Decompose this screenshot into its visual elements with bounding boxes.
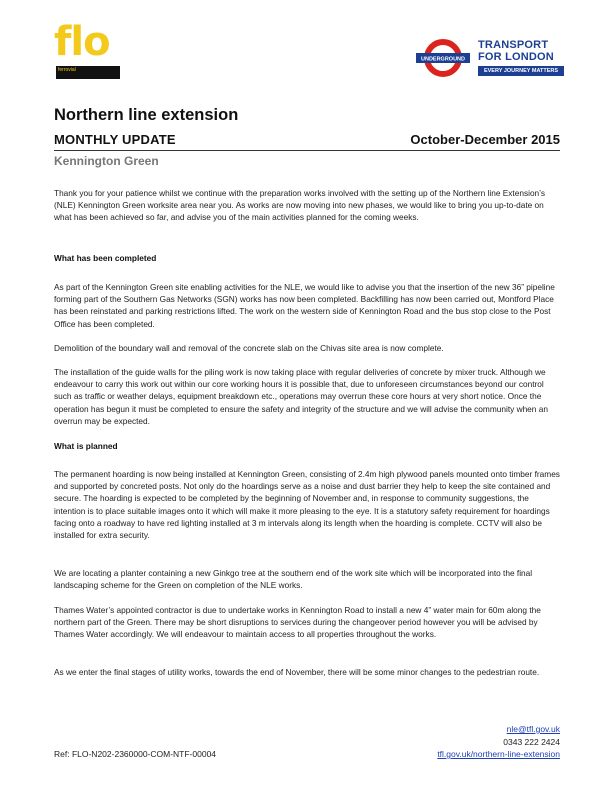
flo-logo-subtext: ferrovial bbox=[58, 67, 76, 73]
section-heading-completed: What has been completed bbox=[54, 253, 157, 263]
flo-logo-text: flo bbox=[54, 19, 110, 65]
contact-phone: 0343 222 2424 bbox=[503, 737, 560, 747]
paragraph-guide-walls: The installation of the guide walls for the piling work is now taking place with regular deliveries of concrete by mixer truck. Although we endeavour to carry this work out within our core working hours it is possible that, due to unforeseen circumstances beyond our control such as traffic or weather delays, equipment breakdown etc., operations may overrun these core hours at very short notice. Once the operation has begun it must be completed to ensure the safety and integrity of the structure and we will advise the community when an overrun may be expected. bbox=[54, 367, 548, 426]
underground-roundel-icon bbox=[414, 36, 472, 80]
contact-website[interactable] bbox=[437, 749, 560, 759]
paragraph-pipeline: As part of the Kennington Green site enabling activities for the NLE, we would like to advise you that the insertion of the new 36” pipeline forming part of the Southern Gas Networks (SGN) works has now been completed. Backfilling has now been carried out, Montford Place has been reinstated and parking restrictions lifted. The work on the western side of Kennington Road and the bus stop close to the Post Office has been completed. bbox=[54, 282, 555, 329]
email-link[interactable]: nle@tfl.gov.uk bbox=[506, 724, 560, 734]
header-divider bbox=[54, 150, 560, 151]
tfl-logo-line2: FOR LONDON bbox=[478, 51, 554, 63]
paragraph-hoarding: The permanent hoarding is now being installed at Kennington Green, consisting of 2.4m high plywood panels mounted onto timber frames and supported by concreted posts. Not only do the hoardings serve as a noise and dust barrier they help to keep the site contained and secure. The hoarding is expected to be completed by the beginning of November and, in response to community suggestions, the intention is to place suitable images onto it which will make it more pleasing to the eye. It is a statutory safety requirement for hoardings facing onto a roadway to have red lighting installed at 3 m intervals along its length when the hoarding is complete. CCTV will also be installed for extra security. bbox=[54, 469, 560, 541]
website-link[interactable]: tfl.gov.uk/northern-line-extension bbox=[437, 749, 560, 759]
flo-logo bbox=[54, 18, 122, 80]
location-heading: Kennington Green bbox=[54, 154, 159, 168]
document-title: Northern line extension bbox=[54, 106, 239, 124]
paragraph-planter: We are locating a planter containing a new Ginkgo tree at the southern end of the work site which will be incorporated into the final landscaping scheme for the Green on completion of the NLE works. bbox=[54, 568, 533, 591]
document-subtitle: MONTHLY UPDATE bbox=[54, 132, 176, 147]
section-heading-planned: What is planned bbox=[54, 441, 118, 451]
update-period: October-December 2015 bbox=[410, 132, 560, 147]
paragraph-thames-water: Thames Water’s appointed contractor is due to undertake works in Kennington Road to install a new 4” water main for 60m along the northern part of the Green. There may be short disruptions to services during the changeover period however you will be advised by Thames Water accordingly. We will endeavour to maintain access to all properties throughout the works. bbox=[54, 605, 541, 640]
paragraph-demolition: Demolition of the boundary wall and removal of the concrete slab on the Chivas site area is now complete. bbox=[54, 343, 444, 353]
paragraph-pedestrian-route: As we enter the final stages of utility works, towards the end of November, there will be some minor changes to the pedestrian route. bbox=[54, 667, 540, 677]
roundel-text: UNDERGROUND bbox=[421, 56, 465, 63]
tfl-tagline: EVERY JOURNEY MATTERS bbox=[478, 66, 564, 76]
intro-paragraph: Thank you for your patience whilst we continue with the preparation works involved with the setting up of the Northern line Extension’s (NLE) Kennington Green worksite area near you. As works are now moving into new phases, we would like to bring you up-to-date on what has been achieved so far, and advise you of the main activities planned for the coming weeks. bbox=[54, 188, 546, 223]
document-reference: Ref: FLO-N202-2360000-COM-NTF-00004 bbox=[54, 749, 217, 759]
contact-email[interactable] bbox=[507, 724, 560, 734]
tfl-logo-line1: TRANSPORT bbox=[478, 39, 549, 51]
tfl-logo bbox=[414, 36, 564, 80]
